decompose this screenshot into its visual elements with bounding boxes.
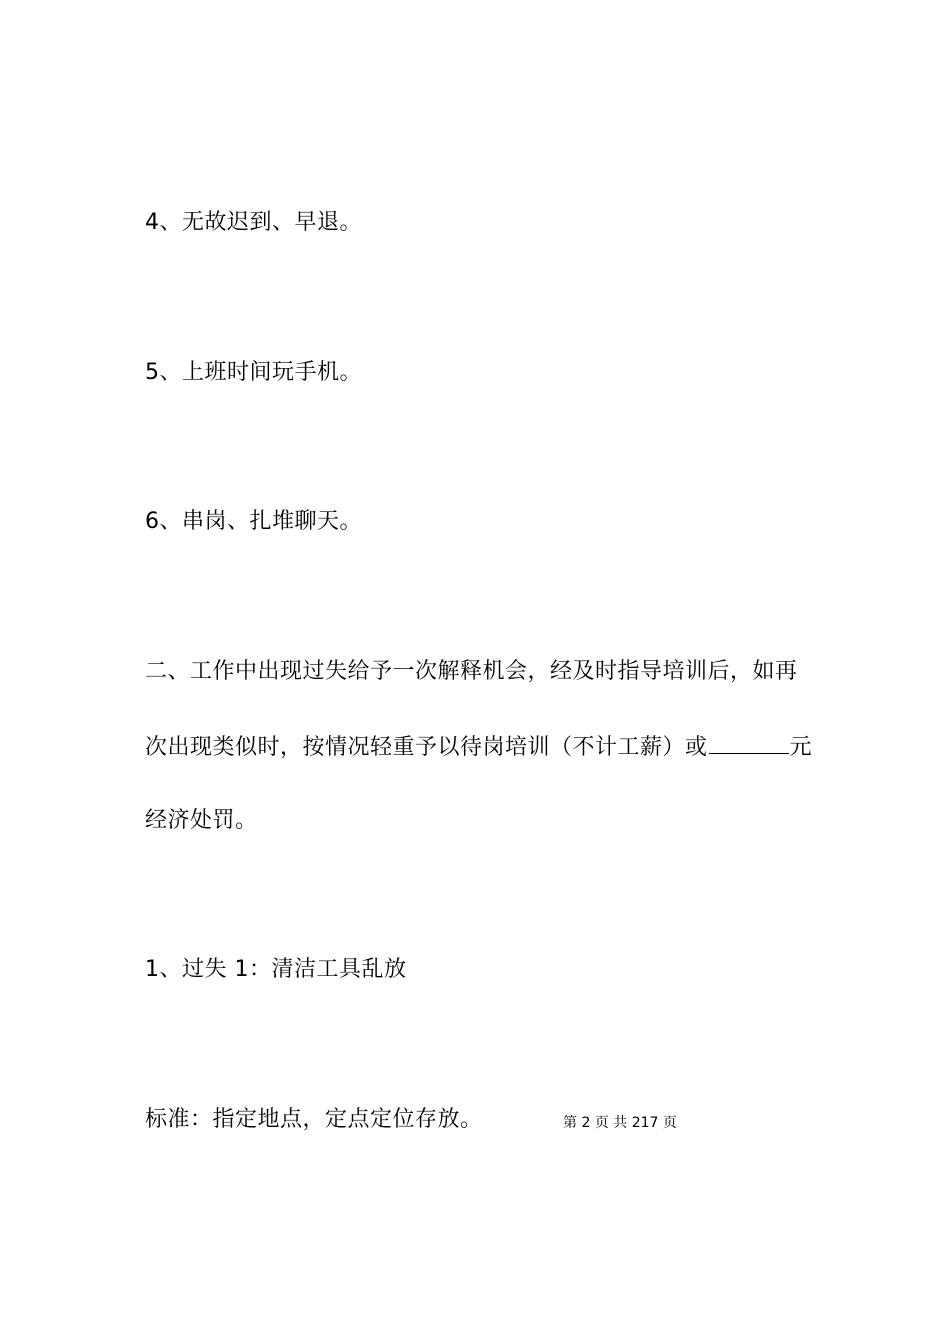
section2-paragraph-line2 [145, 731, 812, 763]
list-item-6: 6、串岗、扎堆聊天。 [145, 509, 362, 534]
fault1-standard: 标准：指定地点，定点定位存放。 [145, 1107, 483, 1132]
section2-line2-unit: 元 [789, 735, 813, 760]
section2-paragraph-line1: 二、工作中出现过失给予一次解释机会，经及时指导培训后，如再 [145, 659, 798, 684]
page-number-footer: 第 2 页 共 217 页 [563, 1115, 677, 1131]
list-item-4: 4、无故迟到、早退。 [145, 210, 362, 235]
section2-line2-text: 次出现类似时，按情况轻重予以待岗培训（不计工薪）或 [145, 735, 708, 760]
fault1-title: 1、过失 1：清洁工具乱放 [145, 957, 407, 982]
section2-paragraph-line3: 经济处罚。 [145, 808, 258, 833]
fill-in-blank [709, 731, 789, 754]
list-item-5: 5、上班时间玩手机。 [145, 360, 362, 385]
